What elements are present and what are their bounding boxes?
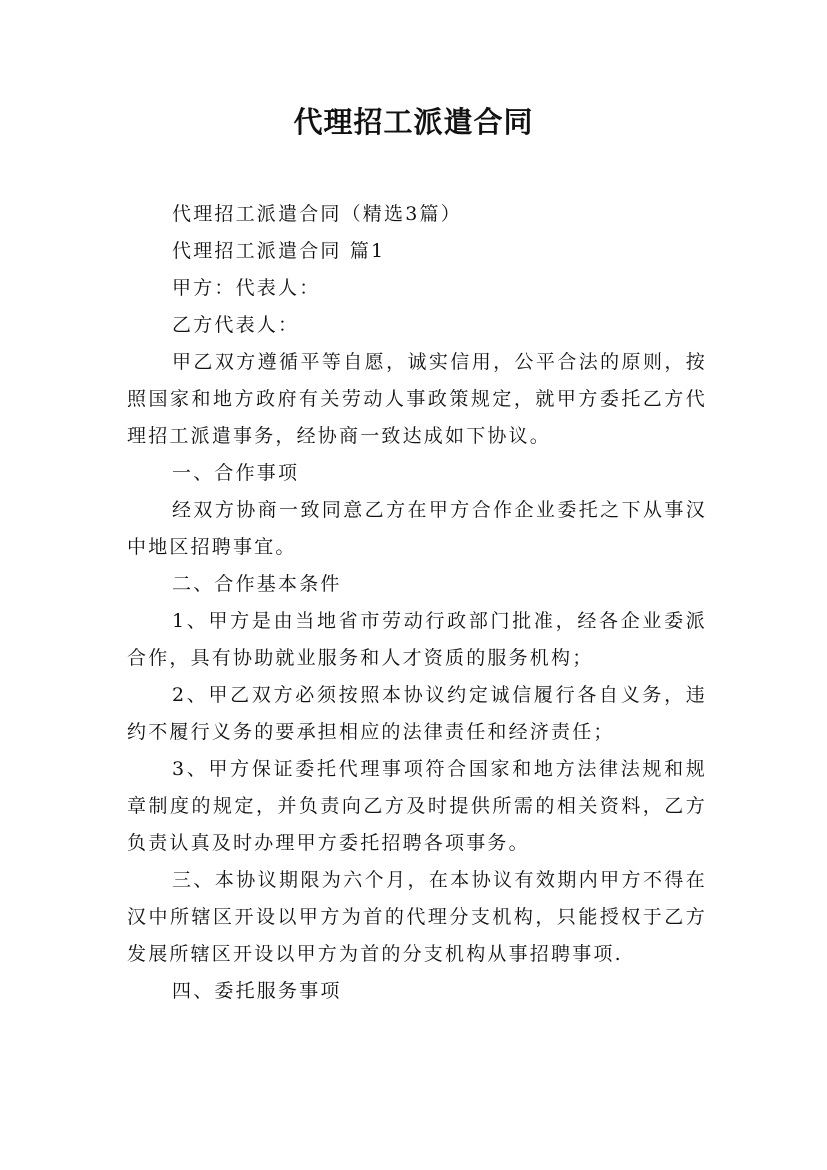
clause-paragraph-3: 三、本协议期限为六个月，在本协议有效期内甲方不得在汉中所辖区开设以甲方为首的代理分支机构，只能授权于乙方发展所辖区开设以甲方为首的分支机构从事招聘事项.	[127, 869, 707, 965]
clause-heading-1: 一、合作事项	[172, 462, 300, 484]
party-b-line: 乙方代表人：	[172, 314, 300, 336]
section-heading: 代理招工派遣合同 篇1	[172, 240, 386, 262]
clause-item-1: 1、甲方是由当地省市劳动行政部门批准，经各企业委派合作，具有协助就业服务和人才资质的服务机构；	[127, 610, 707, 669]
document-title: 代理招工派遣合同	[293, 105, 534, 139]
party-a-line: 甲方：代表人：	[172, 277, 321, 299]
document-body	[127, 196, 707, 1010]
subtitle-paragraph: 代理招工派遣合同（精选3篇）	[172, 203, 462, 225]
clause-item-3: 3、甲方保证委托代理事项符合国家和地方法律法规和规章制度的规定，并负责向乙方及时提供所需的相关资料，乙方负责认真及时办理甲方委托招聘各项事务。	[127, 758, 707, 854]
clause-item-2: 2、甲乙双方必须按照本协议约定诚信履行各自义务，违约不履行义务的要承担相应的法律责任和经济责任；	[127, 684, 707, 743]
clause-heading-4: 四、委托服务事项	[172, 980, 342, 1002]
clause-heading-2: 二、合作基本条件	[172, 573, 342, 595]
clause-paragraph: 经双方协商一致同意乙方在甲方合作企业委托之下从事汉中地区招聘事宜。	[127, 499, 707, 558]
preamble-paragraph: 甲乙双方遵循平等自愿，诚实信用，公平合法的原则，按照国家和地方政府有关劳动人事政策规定，就甲方委托乙方代理招工派遣事务，经协商一致达成如下协议。	[127, 351, 707, 447]
